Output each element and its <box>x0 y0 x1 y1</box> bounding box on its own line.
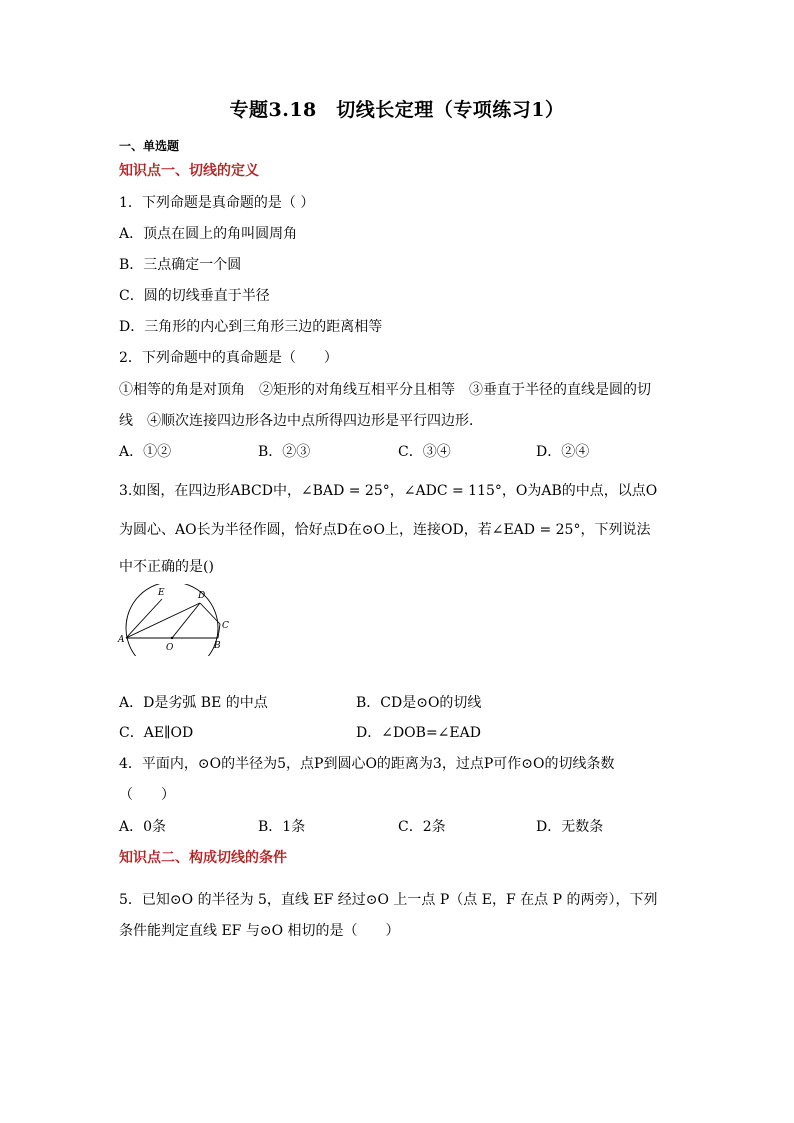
q2-option-c: C．③④ <box>398 444 451 460</box>
q5-stem-line1: 5．已知⊙O 的半径为 5，直线 EF 经过⊙O 上一点 P（点 E，F 在点 P 的两旁），下列 <box>119 892 658 908</box>
segment-od <box>172 603 200 638</box>
q1-option-b: B．三点确定一个圆 <box>119 257 242 273</box>
page-title: 专题3.18 切线长定理（专项练习1） <box>229 99 565 121</box>
q2-option-a: A．①② <box>119 444 172 460</box>
segment-ad <box>126 603 200 638</box>
q4-stem-line2: （ ） <box>119 787 175 803</box>
segment-dc <box>200 603 220 624</box>
q2-statements-line1: ①相等的角是对顶角 ②矩形的对角线互相平分且相等 ③垂直于半径的直线是圆的切 <box>119 382 651 398</box>
q4-option-c: C．2条 <box>398 819 446 835</box>
section-heading: 一、单选题 <box>119 139 180 153</box>
q4-option-d: D．无数条 <box>536 819 604 835</box>
q3-option-a: A．D是劣弧 BE 的中点 <box>119 695 268 711</box>
q1-stem: 1．下列命题是真命题的是（ ） <box>119 195 315 211</box>
q5-stem-line2: 条件能判定直线 EF 与⊙O 相切的是（ ） <box>119 923 400 939</box>
knowledge-heading-2: 知识点二、构成切线的条件 <box>119 850 287 866</box>
q3-stem-line3: 中不正确的是() <box>119 559 214 575</box>
label-o: O <box>166 643 174 653</box>
q1-option-c: C．圆的切线垂直于半径 <box>119 288 270 304</box>
q1-option-d: D．三角形的内心到三角形三边的距离相等 <box>119 319 383 335</box>
q2-option-d: D．②④ <box>536 444 590 460</box>
q3-option-d: D．∠DOB=∠EAD <box>356 725 481 741</box>
label-a: A <box>118 635 125 645</box>
q2-statements-line2: 线 ④顺次连接四边形各边中点所得四边形是平行四边形． <box>119 413 483 429</box>
knowledge-heading-1: 知识点一、切线的定义 <box>119 163 259 179</box>
q2-stem: 2．下列命题中的真命题是（ ） <box>119 350 338 366</box>
label-d: D <box>198 591 206 601</box>
q4-option-a: A．0条 <box>119 819 167 835</box>
q3-stem-line2: 为圆心、AO长为半径作圆，恰好点D在⊙O上，连接OD，若∠EAD = 25°，下列说法 <box>119 522 651 538</box>
q3-option-b: B．CD是⊙O的切线 <box>356 695 482 711</box>
label-e: E <box>158 588 165 598</box>
q2-option-b: B．②③ <box>258 444 311 460</box>
q4-option-b: B．1条 <box>258 819 306 835</box>
q4-stem-line1: 4．平面内，⊙O的半径为5，点P到圆心O的距离为3，过点P可作⊙O的切线条数 <box>119 756 615 772</box>
q3-option-c: C．AE∥OD <box>119 725 194 741</box>
q1-option-a: A．顶点在圆上的角叫圆周角 <box>119 226 298 242</box>
center-point <box>171 637 173 639</box>
q3-geometry-figure <box>116 584 236 656</box>
label-c: C <box>222 621 229 631</box>
circle-diagram <box>116 584 236 656</box>
q3-stem-line1: 3.如图，在四边形ABCD中，∠BAD = 25°，∠ADC = 115°，O为AB的中点，以点O <box>119 483 658 499</box>
label-b: B <box>214 641 221 651</box>
segment-ae <box>126 599 162 638</box>
